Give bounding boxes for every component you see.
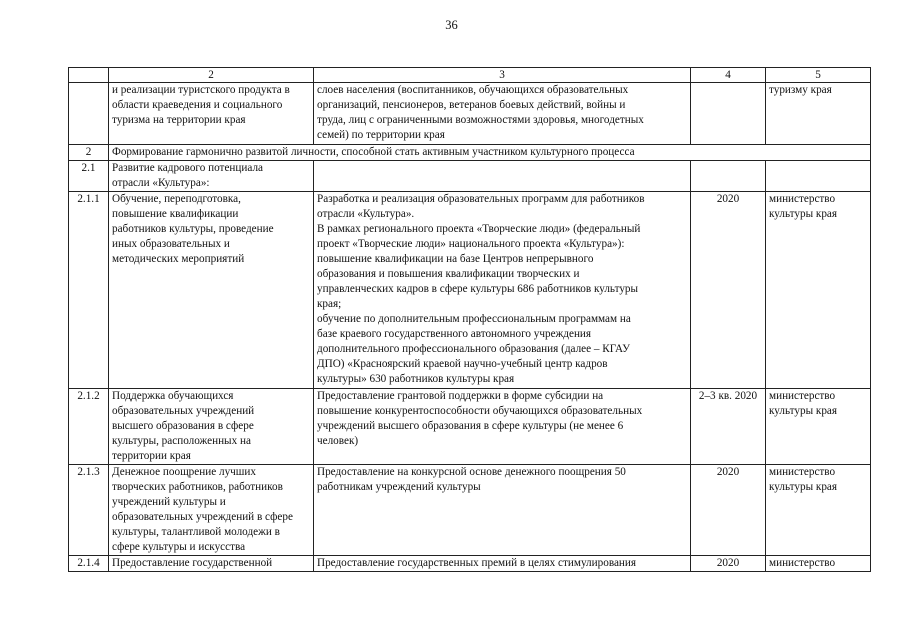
item-number: 2 bbox=[69, 145, 109, 161]
section-row bbox=[69, 145, 871, 161]
activity-name-line: области краеведения и социального bbox=[112, 99, 283, 111]
activity-description-line: повышение конкурентоспособности обучающихся образовательных bbox=[317, 405, 643, 417]
responsible-line: культуры края bbox=[769, 208, 838, 220]
activity-name-line: территории края bbox=[112, 450, 191, 462]
activity-description bbox=[314, 556, 691, 572]
activity-name bbox=[109, 161, 314, 192]
activity-description-line: работникам учреждений культуры bbox=[317, 481, 481, 493]
responsible-line: министерство bbox=[769, 557, 836, 569]
activity-description-line: В рамках регионального проекта «Творческие люди» (федеральный bbox=[317, 223, 641, 235]
plan-table bbox=[68, 67, 871, 572]
activity-description-line: труда, лиц с ограниченными возможностями здоровья, многодетных bbox=[317, 114, 644, 126]
activity-name-line: и реализации туристского продукта в bbox=[112, 84, 290, 96]
activity-description bbox=[314, 161, 691, 192]
responsible-line: министерство bbox=[769, 193, 836, 205]
activity-description-line: Предоставление на конкурсной основе денежного поощрения 50 bbox=[317, 466, 626, 478]
table-header-row bbox=[69, 68, 871, 83]
deadline: 2020 bbox=[691, 192, 766, 389]
activity-name-line: Поддержка обучающихся bbox=[112, 390, 234, 402]
activity-description-line: организаций, пенсионеров, ветеранов боевых действий, войны и bbox=[317, 99, 626, 111]
activity-description-line: ДПО) «Красноярский краевой научно-учебный центр кадров bbox=[317, 358, 608, 370]
table-row bbox=[69, 389, 871, 465]
responsible bbox=[766, 192, 871, 389]
activity-description bbox=[314, 389, 691, 465]
activity-name-line: сфере культуры и искусства bbox=[112, 541, 246, 553]
activity-description-line: человек) bbox=[317, 435, 359, 447]
activity-description-line: отрасли «Культура». bbox=[317, 208, 415, 220]
activity-name-line: Денежное поощрение лучших bbox=[112, 466, 256, 478]
table-row bbox=[69, 83, 871, 145]
activity-name-line: высшего образования в сфере bbox=[112, 420, 254, 432]
activity-description-line: Предоставление государственных премий в целях стимулирования bbox=[317, 557, 637, 569]
header-cell-5: 5 bbox=[766, 68, 871, 83]
activity-name-line: культуры, расположенных на bbox=[112, 435, 251, 447]
activity-name-line: творческих работников, работников bbox=[112, 481, 283, 493]
activity-description-line: Разработка и реализация образовательных программ для работников bbox=[317, 193, 645, 205]
activity-name bbox=[109, 83, 314, 145]
deadline: 2020 bbox=[691, 556, 766, 572]
activity-description-line: базе краевого государственного автономного учреждения bbox=[317, 328, 592, 340]
item-number: 2.1.2 bbox=[69, 389, 109, 465]
activity-description bbox=[314, 192, 691, 389]
header-cell-2: 2 bbox=[109, 68, 314, 83]
responsible bbox=[766, 465, 871, 556]
item-number: 2.1 bbox=[69, 161, 109, 192]
header-cell-3: 3 bbox=[314, 68, 691, 83]
activity-description-line: края; bbox=[317, 298, 342, 310]
section-title bbox=[109, 145, 871, 161]
table-row bbox=[69, 161, 871, 192]
responsible bbox=[766, 389, 871, 465]
item-number: 2.1.1 bbox=[69, 192, 109, 389]
activity-name-line: Предоставление государственной bbox=[112, 557, 273, 569]
activity-name-line: образовательных учреждений bbox=[112, 405, 255, 417]
item-number bbox=[69, 83, 109, 145]
activity-description-line: проект «Творческие люди» национального проекта «Культура»): bbox=[317, 238, 625, 250]
activity-name-line: культуры, талантливой молодежи в bbox=[112, 526, 280, 538]
activity-description-line: культуры» 630 работников культуры края bbox=[317, 373, 515, 385]
responsible-line: министерство bbox=[769, 390, 836, 402]
activity-name-line: туризма на территории края bbox=[112, 114, 246, 126]
activity-name bbox=[109, 556, 314, 572]
responsible-line: министерство bbox=[769, 466, 836, 478]
activity-name-line: Обучение, переподготовка, bbox=[112, 193, 241, 205]
activity-name-line: иных образовательных и bbox=[112, 238, 230, 250]
table-row bbox=[69, 192, 871, 389]
header-cell-1 bbox=[69, 68, 109, 83]
activity-name-line: Развитие кадрового потенциала bbox=[112, 162, 263, 174]
activity-description-line: учреждений высшего образования в сфере культуры (не менее 6 bbox=[317, 420, 624, 432]
item-number: 2.1.3 bbox=[69, 465, 109, 556]
activity-description bbox=[314, 465, 691, 556]
activity-name-line: учреждений культуры и bbox=[112, 496, 226, 508]
deadline bbox=[691, 83, 766, 145]
deadline bbox=[691, 161, 766, 192]
activity-name-line: образовательных учреждений в сфере bbox=[112, 511, 293, 523]
responsible-line: культуры края bbox=[769, 405, 838, 417]
activity-name bbox=[109, 465, 314, 556]
activity-description-line: дополнительного профессионального образования (далее – КГАУ bbox=[317, 343, 631, 355]
page-number: 36 bbox=[445, 18, 458, 32]
activity-name bbox=[109, 192, 314, 389]
activity-name bbox=[109, 389, 314, 465]
activity-name-line: методических мероприятий bbox=[112, 253, 245, 265]
activity-name-line: отрасли «Культура»: bbox=[112, 177, 210, 189]
activity-description bbox=[314, 83, 691, 145]
deadline: 2–3 кв. 2020 bbox=[691, 389, 766, 465]
activity-description-line: обучение по дополнительным профессиональным программам на bbox=[317, 313, 631, 325]
activity-description-line: семей) по территории края bbox=[317, 129, 445, 141]
responsible-line: культуры края bbox=[769, 481, 838, 493]
activity-description-line: управленческих кадров в сфере культуры 686 работников культуры bbox=[317, 283, 639, 295]
responsible-line: туризму края bbox=[769, 84, 832, 96]
activity-description-line: слоев населения (воспитанников, обучающихся образовательных bbox=[317, 84, 629, 96]
activity-description-line: Предоставление грантовой поддержки в форме субсидии на bbox=[317, 390, 604, 402]
activity-description-line: образования и повышения квалификации творческих и bbox=[317, 268, 580, 280]
activity-name-line: повышение квалификации bbox=[112, 208, 239, 220]
header-cell-4: 4 bbox=[691, 68, 766, 83]
section-title-text: Формирование гармонично развитой личности, способной стать активным участником культурного процесса bbox=[112, 146, 635, 158]
table-row bbox=[69, 556, 871, 572]
item-number: 2.1.4 bbox=[69, 556, 109, 572]
deadline: 2020 bbox=[691, 465, 766, 556]
activity-description-line: повышение квалификации на базе Центров непрерывного bbox=[317, 253, 594, 265]
responsible bbox=[766, 161, 871, 192]
table-row bbox=[69, 465, 871, 556]
activity-name-line: работников культуры, проведение bbox=[112, 223, 274, 235]
responsible bbox=[766, 83, 871, 145]
responsible bbox=[766, 556, 871, 572]
